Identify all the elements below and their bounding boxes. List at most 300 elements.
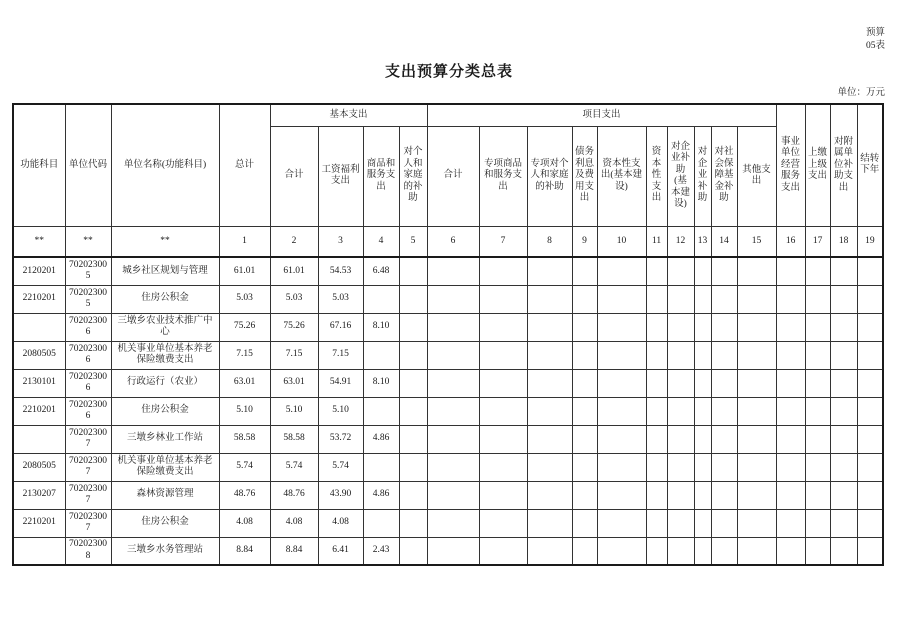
value-cell <box>527 425 572 453</box>
table-row <box>13 537 883 565</box>
value-cell <box>737 425 776 453</box>
value-cell <box>737 285 776 313</box>
value-cell <box>597 369 646 397</box>
value-cell <box>646 425 667 453</box>
value-cell: 2.43 <box>363 537 399 565</box>
value-cell <box>427 453 479 481</box>
value-cell <box>399 537 427 565</box>
value-cell <box>737 341 776 369</box>
col-header-special-individual-family: 专项对个人和家庭的补助 <box>527 126 572 226</box>
index-cell: 1 <box>219 226 270 257</box>
value-cell <box>776 257 805 285</box>
value-cell <box>597 257 646 285</box>
value-cell <box>694 509 711 537</box>
value-cell <box>13 425 65 453</box>
value-cell <box>363 285 399 313</box>
table-row <box>13 453 883 481</box>
value-cell <box>399 453 427 481</box>
value-cell: 75.26 <box>270 313 318 341</box>
value-cell <box>694 285 711 313</box>
value-cell <box>527 257 572 285</box>
index-cell: 12 <box>667 226 694 257</box>
value-cell <box>399 397 427 425</box>
value-cell: 702023007 <box>65 509 111 537</box>
col-header-other-expenditure: 其他支出 <box>737 126 776 226</box>
value-cell <box>646 453 667 481</box>
value-cell <box>711 425 737 453</box>
col-header-func-code: 功能科目 <box>13 104 65 226</box>
value-cell <box>527 537 572 565</box>
value-cell: 8.84 <box>270 537 318 565</box>
value-cell <box>572 397 597 425</box>
value-cell <box>737 397 776 425</box>
value-cell <box>830 369 857 397</box>
value-cell: 63.01 <box>219 369 270 397</box>
index-cell: 16 <box>776 226 805 257</box>
value-cell <box>694 313 711 341</box>
value-cell <box>646 509 667 537</box>
value-cell: 702023005 <box>65 285 111 313</box>
value-cell <box>694 537 711 565</box>
value-cell: 2210201 <box>13 509 65 537</box>
value-cell <box>737 313 776 341</box>
col-header-unit-name: 单位名称(功能科目) <box>111 104 219 226</box>
value-cell <box>776 397 805 425</box>
col-header-capital: 资本性支出 <box>646 126 667 226</box>
value-cell <box>857 369 883 397</box>
value-cell <box>694 369 711 397</box>
col-header-grand-total: 总计 <box>219 104 270 226</box>
value-cell <box>805 481 830 509</box>
value-cell <box>597 453 646 481</box>
value-cell <box>13 537 65 565</box>
value-cell <box>805 397 830 425</box>
col-header-project-subtotal: 合计 <box>427 126 479 226</box>
col-header-special-goods-services: 专项商品和服务支出 <box>479 126 527 226</box>
unit-name-cell: 三墩乡农业技术推广中心 <box>111 313 219 341</box>
unit-name-cell: 机关事业单位基本养老保险缴费支出 <box>111 453 219 481</box>
value-cell <box>597 397 646 425</box>
index-cell: ** <box>111 226 219 257</box>
table-row <box>13 369 883 397</box>
index-cell: 8 <box>527 226 572 257</box>
value-cell <box>572 537 597 565</box>
value-cell <box>857 341 883 369</box>
value-cell <box>479 537 527 565</box>
value-cell <box>694 481 711 509</box>
index-cell: 7 <box>479 226 527 257</box>
value-cell <box>427 257 479 285</box>
value-cell <box>711 481 737 509</box>
value-cell <box>805 425 830 453</box>
value-cell: 702023007 <box>65 453 111 481</box>
table-row <box>13 481 883 509</box>
index-cell: 6 <box>427 226 479 257</box>
value-cell <box>597 537 646 565</box>
value-cell <box>597 509 646 537</box>
value-cell <box>667 257 694 285</box>
value-cell <box>572 257 597 285</box>
header-index-row <box>13 226 883 257</box>
value-cell: 5.74 <box>270 453 318 481</box>
value-cell <box>711 313 737 341</box>
value-cell: 54.53 <box>318 257 363 285</box>
value-cell <box>479 257 527 285</box>
value-cell <box>776 509 805 537</box>
value-cell <box>711 537 737 565</box>
value-cell: 7.15 <box>270 341 318 369</box>
value-cell <box>830 341 857 369</box>
value-cell <box>597 341 646 369</box>
value-cell <box>572 285 597 313</box>
value-cell <box>572 509 597 537</box>
value-cell <box>711 369 737 397</box>
value-cell <box>667 453 694 481</box>
value-cell <box>572 313 597 341</box>
value-cell <box>667 537 694 565</box>
value-cell <box>479 425 527 453</box>
value-cell: 4.86 <box>363 425 399 453</box>
value-cell <box>857 453 883 481</box>
index-cell: 5 <box>399 226 427 257</box>
value-cell <box>737 537 776 565</box>
value-cell <box>667 369 694 397</box>
value-cell <box>694 453 711 481</box>
col-header-basic-subtotal: 合计 <box>270 126 318 226</box>
col-header-individual-family-subsidy: 对个人和家庭的补助 <box>399 126 427 226</box>
value-cell: 702023008 <box>65 537 111 565</box>
value-cell <box>830 285 857 313</box>
header-group-row <box>13 104 883 126</box>
value-cell: 63.01 <box>270 369 318 397</box>
value-cell <box>527 369 572 397</box>
value-cell <box>805 369 830 397</box>
value-cell <box>427 313 479 341</box>
value-cell <box>399 425 427 453</box>
value-cell <box>399 313 427 341</box>
unit-name-cell: 三墩乡林业工作站 <box>111 425 219 453</box>
value-cell: 67.16 <box>318 313 363 341</box>
value-cell <box>363 341 399 369</box>
value-cell: 5.10 <box>270 397 318 425</box>
value-cell: 4.08 <box>270 509 318 537</box>
value-cell <box>572 425 597 453</box>
unit-name-cell: 机关事业单位基本养老保险缴费支出 <box>111 341 219 369</box>
value-cell: 2130207 <box>13 481 65 509</box>
value-cell: 5.74 <box>318 453 363 481</box>
value-cell <box>776 341 805 369</box>
value-cell <box>667 481 694 509</box>
value-cell <box>830 397 857 425</box>
col-header-business-service: 事业单位经营服务支出 <box>776 104 805 226</box>
value-cell <box>776 425 805 453</box>
value-cell <box>597 313 646 341</box>
unit-name-cell: 三墩乡水务管理站 <box>111 537 219 565</box>
value-cell <box>479 481 527 509</box>
value-cell: 58.58 <box>219 425 270 453</box>
value-cell <box>646 537 667 565</box>
unit-name-cell: 城乡社区规划与管理 <box>111 257 219 285</box>
unit-name-cell: 住房公积金 <box>111 285 219 313</box>
value-cell: 48.76 <box>219 481 270 509</box>
value-cell: 53.72 <box>318 425 363 453</box>
value-cell <box>479 341 527 369</box>
group-header-project-expenditure: 项目支出 <box>427 104 776 126</box>
value-cell <box>857 257 883 285</box>
group-header-basic-expenditure: 基本支出 <box>270 104 427 126</box>
value-cell <box>667 285 694 313</box>
value-cell <box>399 509 427 537</box>
value-cell <box>399 285 427 313</box>
value-cell <box>427 285 479 313</box>
page-title: 支出预算分类总表 <box>384 64 513 80</box>
value-cell: 2120201 <box>13 257 65 285</box>
value-cell: 75.26 <box>219 313 270 341</box>
value-cell: 702023005 <box>65 257 111 285</box>
unit-name-cell: 森林资源管理 <box>111 481 219 509</box>
value-cell <box>427 537 479 565</box>
value-cell <box>830 509 857 537</box>
value-cell <box>830 257 857 285</box>
value-cell <box>13 313 65 341</box>
value-cell: 702023006 <box>65 397 111 425</box>
table-row <box>13 341 883 369</box>
value-cell <box>427 509 479 537</box>
value-cell <box>479 397 527 425</box>
value-cell: 702023006 <box>65 341 111 369</box>
value-cell: 2210201 <box>13 397 65 425</box>
value-cell <box>427 481 479 509</box>
value-cell <box>479 369 527 397</box>
value-cell <box>363 453 399 481</box>
value-cell <box>805 509 830 537</box>
value-cell <box>646 313 667 341</box>
col-header-capital-construction: 资本性支出(基本建设) <box>597 126 646 226</box>
value-cell <box>711 341 737 369</box>
value-cell <box>737 257 776 285</box>
value-cell <box>646 285 667 313</box>
value-cell: 8.10 <box>363 369 399 397</box>
unit-name-cell: 住房公积金 <box>111 509 219 537</box>
value-cell <box>427 341 479 369</box>
unit-note: 单位：万元 <box>837 88 885 98</box>
value-cell <box>830 537 857 565</box>
value-cell: 5.10 <box>219 397 270 425</box>
value-cell: 6.48 <box>363 257 399 285</box>
col-header-affiliate-subsidy: 对附属单位补助支出 <box>830 104 857 226</box>
value-cell <box>694 397 711 425</box>
value-cell <box>667 313 694 341</box>
value-cell: 702023007 <box>65 425 111 453</box>
value-cell: 58.58 <box>270 425 318 453</box>
form-number-line2: 05表 <box>865 41 885 51</box>
value-cell: 6.41 <box>318 537 363 565</box>
value-cell <box>737 453 776 481</box>
value-cell <box>527 509 572 537</box>
value-cell <box>667 425 694 453</box>
value-cell <box>572 481 597 509</box>
value-cell: 2080505 <box>13 453 65 481</box>
index-cell: 11 <box>646 226 667 257</box>
value-cell <box>527 341 572 369</box>
col-header-unit-code: 单位代码 <box>65 104 111 226</box>
value-cell: 4.86 <box>363 481 399 509</box>
value-cell: 48.76 <box>270 481 318 509</box>
value-cell <box>427 369 479 397</box>
table-row <box>13 397 883 425</box>
value-cell <box>737 369 776 397</box>
value-cell: 7.15 <box>318 341 363 369</box>
value-cell: 61.01 <box>219 257 270 285</box>
value-cell <box>805 285 830 313</box>
value-cell <box>694 257 711 285</box>
col-header-carryover: 结转下年 <box>857 104 883 226</box>
index-cell: ** <box>13 226 65 257</box>
value-cell <box>711 397 737 425</box>
value-cell <box>805 257 830 285</box>
value-cell <box>667 509 694 537</box>
value-cell <box>399 341 427 369</box>
col-header-upper-pay: 上缴上级支出 <box>805 104 830 226</box>
value-cell: 7.15 <box>219 341 270 369</box>
value-cell: 5.03 <box>270 285 318 313</box>
value-cell <box>830 481 857 509</box>
index-cell: 14 <box>711 226 737 257</box>
value-cell: 4.08 <box>318 509 363 537</box>
value-cell <box>399 257 427 285</box>
value-cell <box>527 397 572 425</box>
value-cell: 8.10 <box>363 313 399 341</box>
value-cell <box>479 453 527 481</box>
value-cell: 4.08 <box>219 509 270 537</box>
col-header-enterprise-subsidy-construction: 对企业补助(基本建设) <box>667 126 694 226</box>
table-body <box>13 257 883 565</box>
value-cell <box>527 285 572 313</box>
value-cell <box>597 425 646 453</box>
value-cell: 54.91 <box>318 369 363 397</box>
value-cell <box>597 481 646 509</box>
value-cell: 8.84 <box>219 537 270 565</box>
value-cell <box>857 537 883 565</box>
value-cell <box>857 425 883 453</box>
value-cell <box>479 509 527 537</box>
table-row <box>13 313 883 341</box>
value-cell <box>830 453 857 481</box>
value-cell: 61.01 <box>270 257 318 285</box>
value-cell <box>857 481 883 509</box>
value-cell <box>830 425 857 453</box>
index-cell: 17 <box>805 226 830 257</box>
index-cell: 4 <box>363 226 399 257</box>
index-cell: 10 <box>597 226 646 257</box>
value-cell <box>694 341 711 369</box>
value-cell <box>857 313 883 341</box>
value-cell <box>776 537 805 565</box>
index-cell: 9 <box>572 226 597 257</box>
value-cell <box>479 285 527 313</box>
unit-name-cell: 行政运行（农业） <box>111 369 219 397</box>
value-cell: 2080505 <box>13 341 65 369</box>
value-cell <box>711 285 737 313</box>
value-cell <box>646 341 667 369</box>
table-row <box>13 425 883 453</box>
value-cell: 702023006 <box>65 369 111 397</box>
value-cell <box>830 313 857 341</box>
value-cell <box>805 453 830 481</box>
value-cell <box>667 341 694 369</box>
value-cell <box>479 313 527 341</box>
value-cell <box>667 397 694 425</box>
value-cell <box>527 313 572 341</box>
value-cell: 5.03 <box>318 285 363 313</box>
value-cell: 2210201 <box>13 285 65 313</box>
table-row <box>13 509 883 537</box>
index-cell: ** <box>65 226 111 257</box>
index-cell: 3 <box>318 226 363 257</box>
value-cell <box>737 509 776 537</box>
value-cell <box>776 369 805 397</box>
value-cell <box>527 481 572 509</box>
index-cell: 13 <box>694 226 711 257</box>
col-header-social-security-fund-subsidy: 对社会保障基金补助 <box>711 126 737 226</box>
budget-table <box>12 103 884 566</box>
value-cell <box>427 397 479 425</box>
value-cell <box>805 313 830 341</box>
value-cell: 702023007 <box>65 481 111 509</box>
value-cell: 5.03 <box>219 285 270 313</box>
index-cell: 15 <box>737 226 776 257</box>
value-cell: 702023006 <box>65 313 111 341</box>
value-cell <box>572 341 597 369</box>
value-cell: 43.90 <box>318 481 363 509</box>
value-cell <box>363 397 399 425</box>
value-cell <box>776 285 805 313</box>
index-cell: 18 <box>830 226 857 257</box>
value-cell <box>857 285 883 313</box>
value-cell <box>572 453 597 481</box>
value-cell: 5.10 <box>318 397 363 425</box>
form-number-label <box>866 27 885 53</box>
index-cell: 2 <box>270 226 318 257</box>
value-cell <box>776 481 805 509</box>
value-cell <box>399 481 427 509</box>
unit-name-cell: 住房公积金 <box>111 397 219 425</box>
table-row <box>13 285 883 313</box>
table-row <box>13 257 883 285</box>
index-cell: 19 <box>857 226 883 257</box>
value-cell <box>597 285 646 313</box>
value-cell <box>646 397 667 425</box>
col-header-enterprise-subsidy: 对企业补助 <box>694 126 711 226</box>
value-cell <box>427 425 479 453</box>
value-cell <box>776 453 805 481</box>
value-cell <box>857 397 883 425</box>
value-cell <box>399 369 427 397</box>
value-cell <box>646 369 667 397</box>
value-cell: 2130101 <box>13 369 65 397</box>
value-cell <box>527 453 572 481</box>
col-header-goods-services: 商品和服务支出 <box>363 126 399 226</box>
form-number-line1: 预算 <box>865 28 885 38</box>
value-cell <box>805 341 830 369</box>
value-cell <box>646 481 667 509</box>
value-cell <box>805 537 830 565</box>
value-cell <box>711 257 737 285</box>
col-header-debt-interest-fee: 债务利息及费用支出 <box>572 126 597 226</box>
value-cell <box>857 509 883 537</box>
value-cell <box>572 369 597 397</box>
value-cell <box>776 313 805 341</box>
